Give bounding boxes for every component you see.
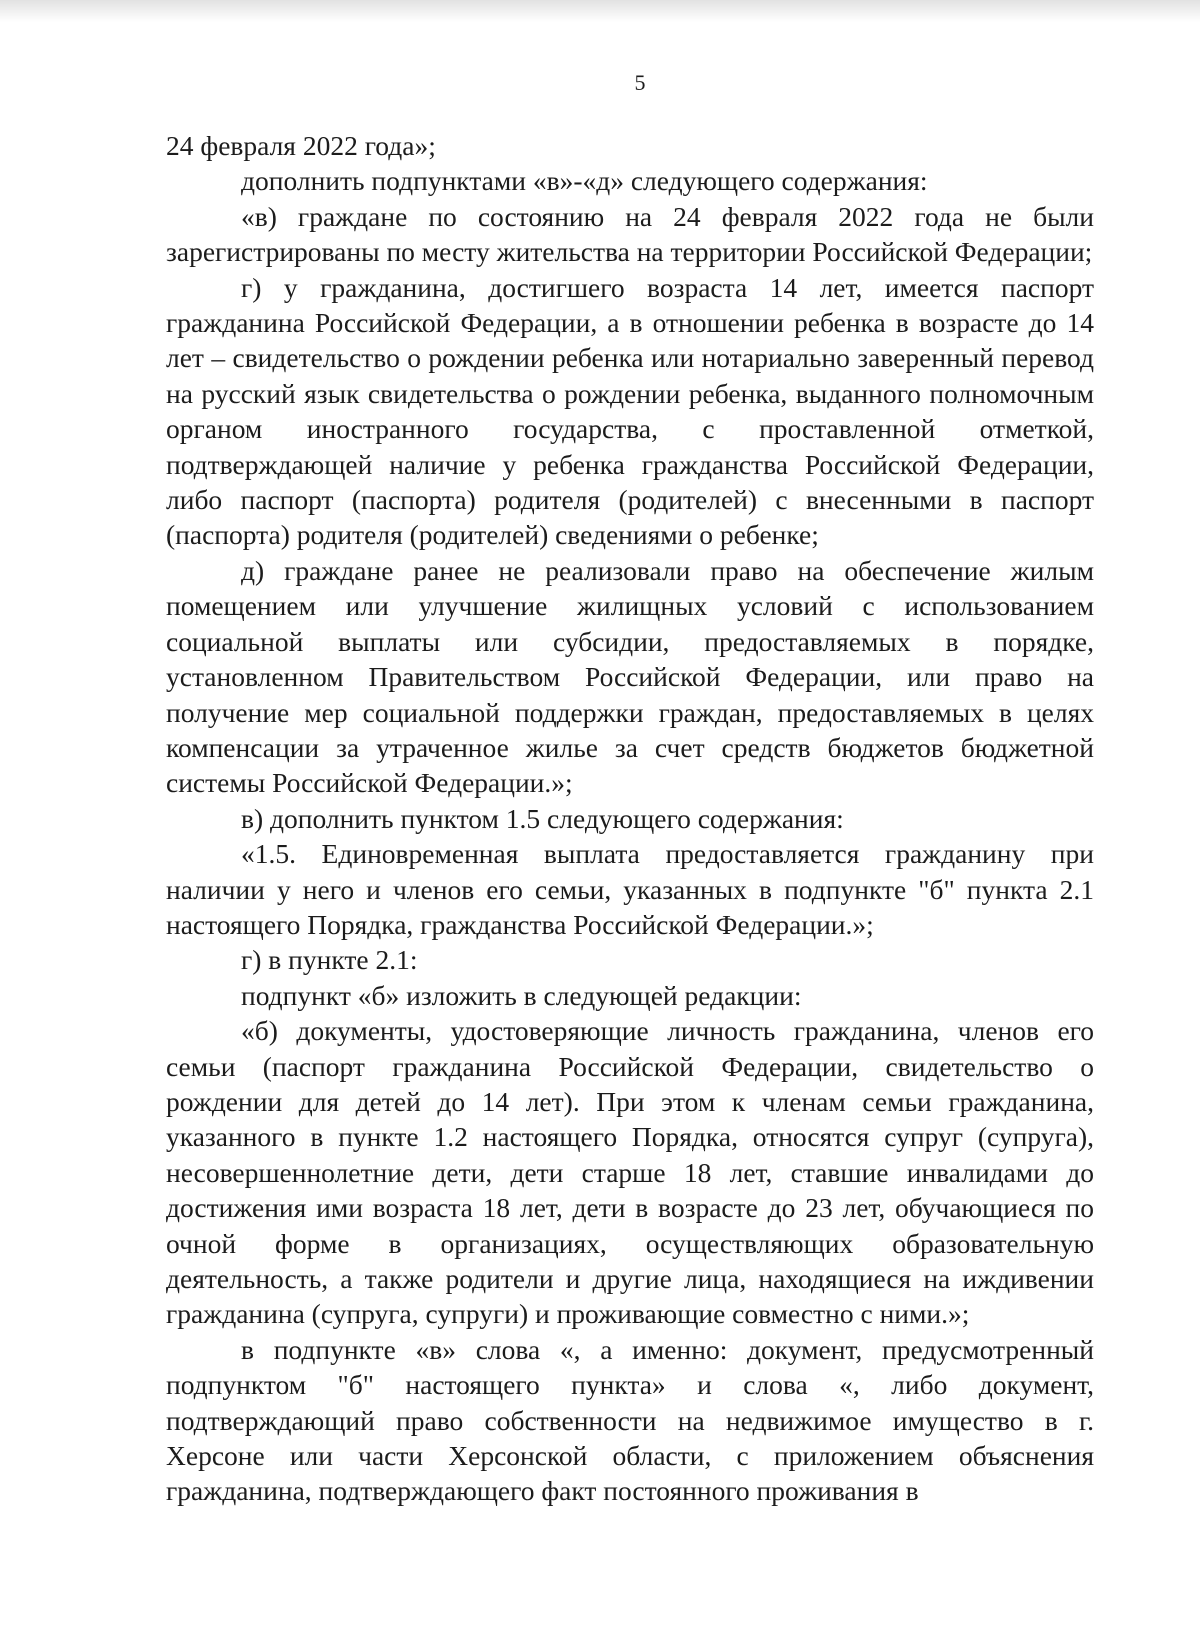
paragraph-subitem-b: «б) документы, удостоверяющие личность гражданина, членов его семьи (паспорт гражданина Российской Федерации, свидетельство о рождении для детей до 14 лет). При этом к членам семьи гражданина, указанного в пункте 1.2 настоящего Порядка, относятся супруг (супруга), несовершеннолетние дети, дети старше 18 лет, ставшие инвалидами до достижения ими возраста 18 лет, дети в возрасте до 23 лет, обучающиеся по очной форме в организациях, осуществляющих образовательную деятельность, а также родители и другие лица, находящиеся на иждивении гражданина (супруга, супруги) и проживающие совместно с ними.»;: [166, 1015, 1094, 1330]
page-number: 5: [634, 70, 646, 95]
paragraph-subitem-d: д) граждане ранее не реализовали право на обеспечение жилым помещением или улучшение жилищных условий с использованием социальной выплаты или субсидии, предоставляемых в порядке, установленном Правительством Российской Федерации, или право на получение мер социальной поддержки граждан, предоставляемых в целях компенсации за утраченное жилье за счет средств бюджетов бюджетной системы Российской Федерации.»;: [166, 554, 1094, 799]
paragraph-continuation: 24 февраля 2022 года»;: [166, 130, 436, 161]
paragraph-subitem-b-intro: подпункт «б» изложить в следующей редакции:: [241, 979, 802, 1011]
paragraph-point-1-5: «1.5. Единовременная выплата предоставляется гражданину при наличии у него и членов его семьи, указанных в подпункте "б" пункта 2.1 настоящего Порядка, гражданства Российской Федерации.»;: [166, 838, 1094, 940]
paragraph-subitem-g: г) у гражданина, достигшего возраста 14 лет, имеется паспорт гражданина Российской Федерации, а в отношении ребенка в возрасте до 14 лет – свидетельство о рождении ребенка или нотариально заверенный перевод на русский язык свидетельства о рождении ребенка, выданного полномочным органом иностранного государства, с проставленной отметкой, подтверждающей наличие у ребенка гражданства Российской Федерации, либо паспорт (паспорта) родителя (родителей) с внесенными в паспорт (паспорта) родителя (родителей) сведениями о ребенке;: [166, 271, 1094, 551]
paragraph-item-g-point-2-1: г) в пункте 2.1:: [241, 944, 418, 976]
document-body: [166, 128, 1094, 1509]
scan-edge-shadow: [0, 0, 1200, 22]
paragraph-subitem-v: «в) граждане по состоянию на 24 февраля 2022 года не были зарегистрированы по месту жительства на территории Российской Федерации;: [166, 200, 1094, 268]
paragraph-subitem-v-words: в подпункте «в» слова «, а именно: документ, предусмотренный подпунктом "б" настоящего пункта» и слова «, либо документ, подтверждающий право собственности на недвижимое имущество в г. Херсоне или части Херсонской области, с приложением объяснения гражданина, подтверждающего факт постоянного проживания в: [166, 1333, 1094, 1507]
paragraph-item-v-add-1-5: в) дополнить пунктом 1.5 следующего содержания:: [241, 802, 844, 834]
paragraph-amendment-intro: дополнить подпунктами «в»-«д» следующего содержания:: [241, 165, 928, 197]
